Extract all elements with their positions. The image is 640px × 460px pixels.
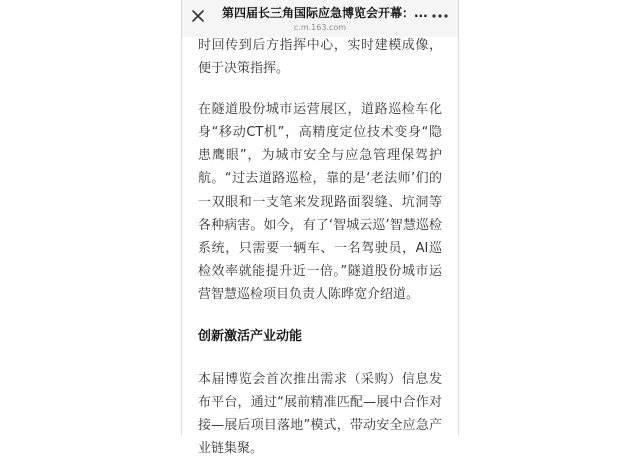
more-icon[interactable] — [430, 8, 450, 24]
section-heading: 创新激活产业动能 — [198, 329, 303, 345]
article-paragraph: 本届博览会首次推出需求（采购）信息发布平台，通过“展前精准匹配—展中合作对接—展后项目落地”模式，带动安全应急产业链集聚。 — [198, 372, 442, 457]
article-paragraph: 时回传到后方指挥中心，实时建模成像，便于决策指挥。 — [198, 38, 442, 77]
article-paragraph: 在隧道股份城市运营展区，道路巡检车化身“移动CT机”，高精度定位技术变身“隐患鹰眼”，为城市安全与应急管理保驾护航。“过去道路巡检，靠的是‘老法师’们的一双眼和一支笔来发现路面裂缝、坑洞等各种病害。如今，有了‘智城云巡’智慧巡检系统，只需要一辆车、一名驾驶员，AI巡检效率就能提升近一倍。”隧道股份城市运营智慧巡检项目负责人陈晔宽介绍道。 — [198, 102, 442, 302]
mobile-webview — [181, 0, 459, 457]
browser-top-bar — [182, 0, 458, 37]
page-title: 第四届长三角国际应急博览会开幕：... — [222, 6, 428, 20]
article-body — [198, 34, 442, 460]
page-url: c.m.163.com — [293, 23, 347, 32]
